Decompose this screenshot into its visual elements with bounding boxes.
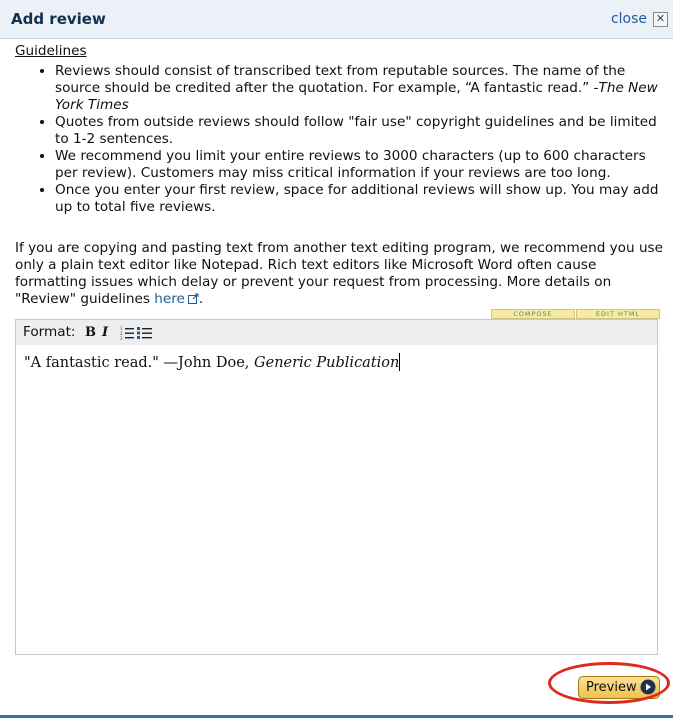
guidelines-list (15, 63, 663, 216)
preview-label: Preview (586, 680, 637, 695)
close-icon[interactable]: ✕ (653, 12, 668, 27)
svg-text:3: 3 (120, 336, 123, 340)
format-label: Format: (23, 324, 76, 340)
dialog-header (0, 0, 673, 39)
format-toolbar (15, 319, 658, 347)
guideline-item: • Reviews should consist of transcribed text from reputable sources. The name of the source should be credited after the quotation. For example, “A fantastic read.” -The New York Times (55, 63, 663, 114)
tab-edit-html[interactable]: EDIT HTML (576, 309, 660, 319)
tab-compose[interactable]: COMPOSE (491, 309, 575, 319)
review-editor[interactable] (15, 345, 658, 655)
text-caret (399, 353, 400, 371)
italic-button[interactable]: I (102, 325, 109, 340)
guidelines-heading: Guidelines (15, 43, 87, 59)
bold-button[interactable]: B (85, 325, 96, 340)
guidelines-here-link[interactable]: here (154, 291, 185, 307)
close-link[interactable]: close (610, 11, 647, 27)
external-link-icon[interactable] (188, 293, 199, 304)
editor-content[interactable]: "A fantastic read." —John Doe, Generic Publication (24, 355, 400, 371)
numbered-list-icon[interactable] (120, 326, 134, 340)
svg-text:2: 2 (120, 331, 123, 336)
guideline-item: • Once you enter your first review, space for additional reviews will show up. You may add up to total five reviews. (55, 182, 663, 216)
guideline-source: The New York Times (55, 80, 658, 113)
preview-highlight-ring (548, 662, 670, 704)
dialog-title: Add review (11, 10, 106, 28)
formatting-note: If you are copying and pasting text from another text editing program, we recommend you use only a plain text editor like Notepad. Rich text editors like Microsoft Word often cause formatting issues which delay or prevent your request from processing. More details on "Review" guidelines here . (15, 240, 663, 307)
guideline-item: • Quotes from outside reviews should follow "fair use" copyright guidelines and be limited to 1-2 sentences. (55, 114, 663, 148)
svg-text:1: 1 (120, 326, 123, 331)
bulleted-list-icon[interactable] (137, 326, 152, 340)
guideline-item: • We recommend you limit your entire reviews to 3000 characters (up to 600 characters per review). Customers may miss critical information if your reviews are too long. (55, 148, 663, 182)
